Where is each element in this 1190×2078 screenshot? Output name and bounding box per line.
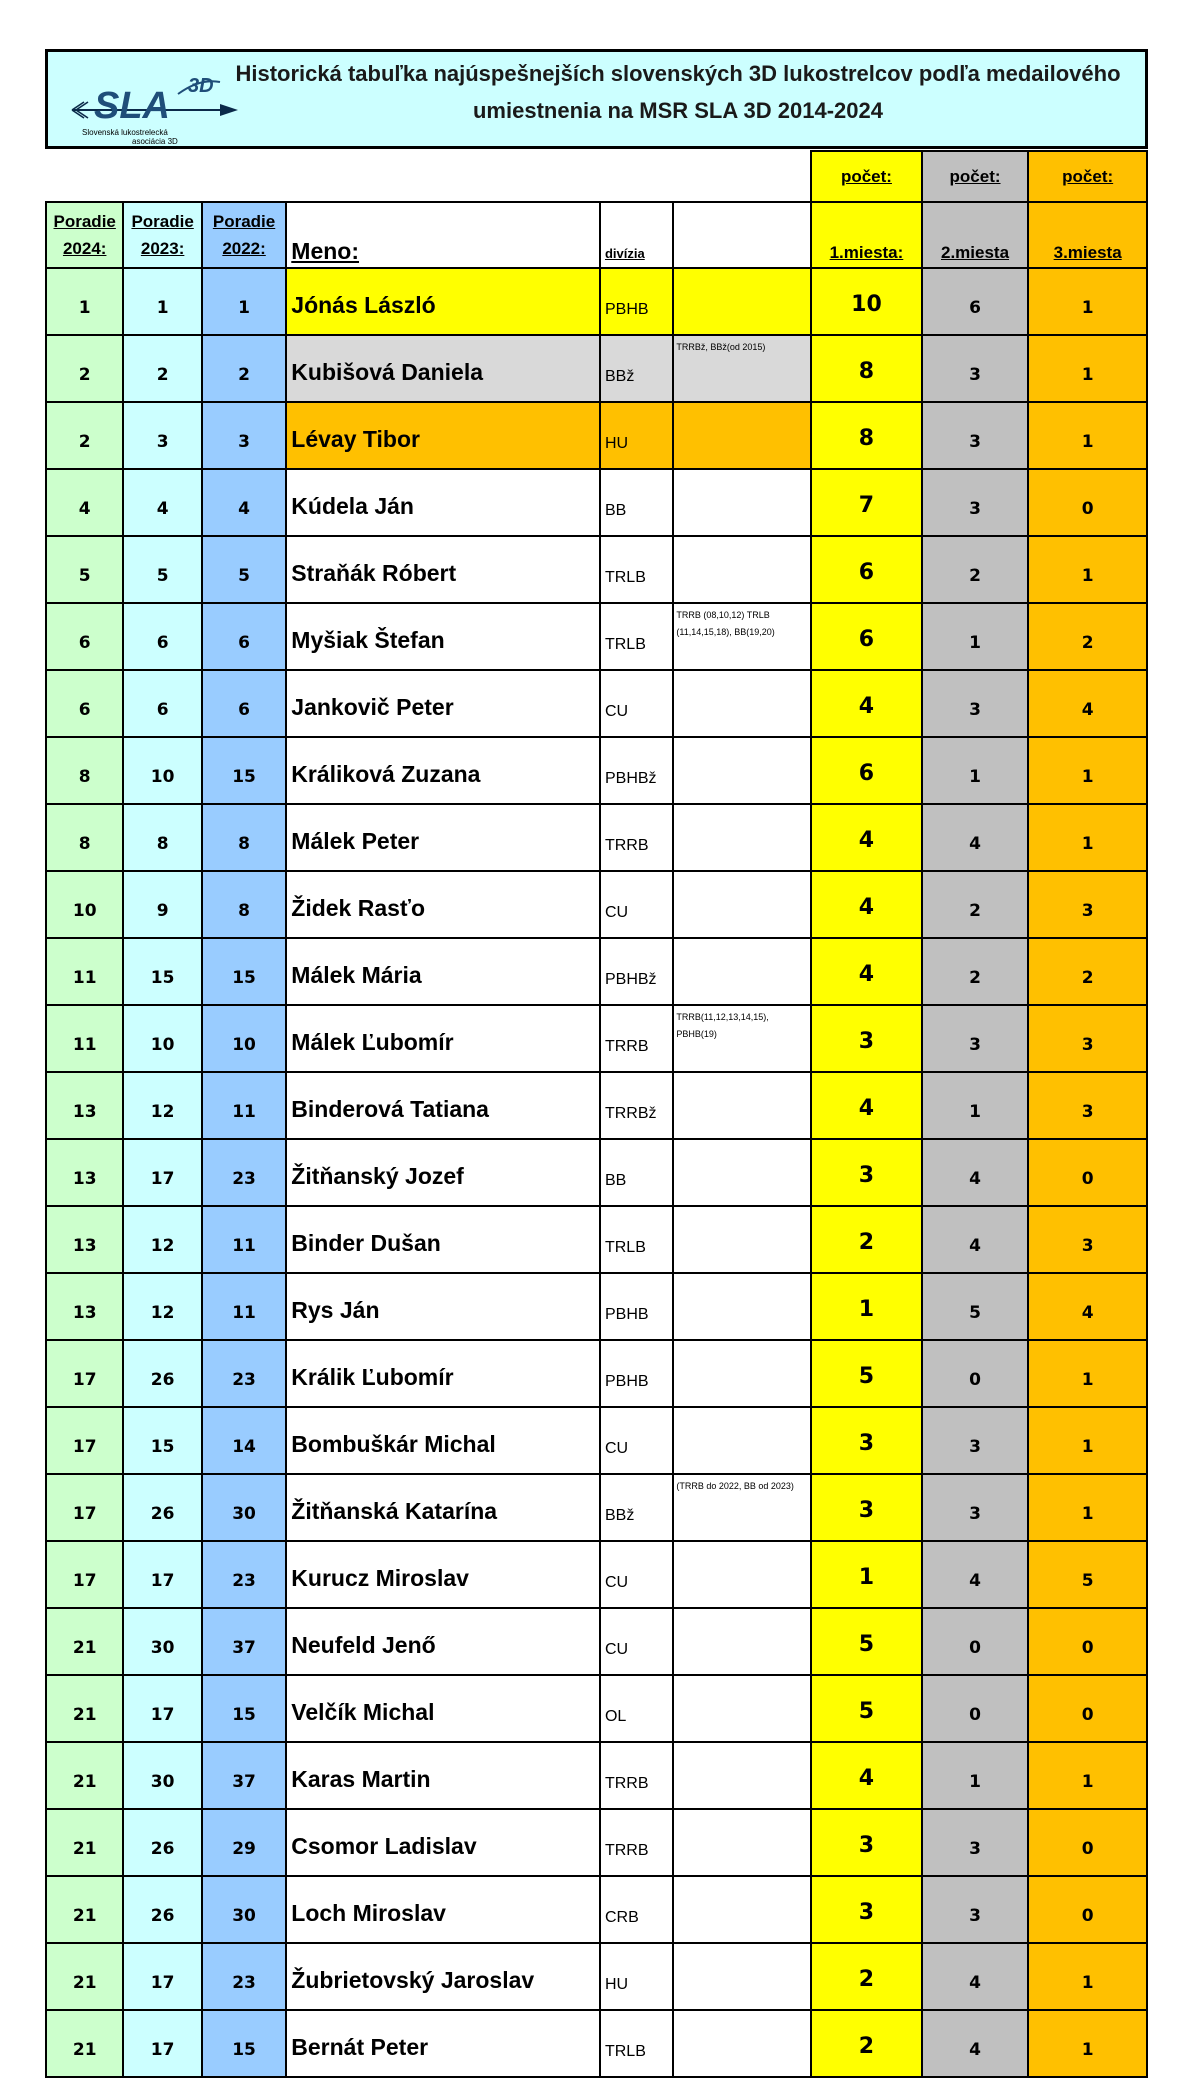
division-cell: CU <box>600 1608 673 1675</box>
first-places-cell: 10 <box>811 268 922 335</box>
header-rank-2024: Poradie 2024: <box>46 202 123 268</box>
division-cell: HU <box>600 1943 673 2010</box>
first-places-cell: 4 <box>811 871 922 938</box>
table-row <box>46 1675 1147 1742</box>
division-history-note: TRRBž, BBž(od 2015) <box>673 335 811 402</box>
division-cell: TRRB <box>600 1742 673 1809</box>
rank-2023-cell: 4 <box>123 469 201 536</box>
rank-2023-cell: 8 <box>123 804 201 871</box>
rank-2022-cell: 10 <box>202 1005 286 1072</box>
division-history-note <box>673 938 811 1005</box>
archer-name-cell: Kúdela Ján <box>286 469 600 536</box>
header-first-places: 1.miesta: <box>811 202 922 268</box>
division-cell: TRRB <box>600 1005 673 1072</box>
first-places-cell: 3 <box>811 1876 922 1943</box>
second-places-cell: 3 <box>922 402 1029 469</box>
archer-name-cell: Karas Martin <box>286 1742 600 1809</box>
second-places-cell: 3 <box>922 335 1029 402</box>
rank-2022-cell: 15 <box>202 737 286 804</box>
first-places-cell: 7 <box>811 469 922 536</box>
division-history-note <box>673 1072 811 1139</box>
first-places-cell: 6 <box>811 536 922 603</box>
division-cell: TRRB <box>600 804 673 871</box>
first-places-cell: 1 <box>811 1273 922 1340</box>
archer-name-cell: Kubišová Daniela <box>286 335 600 402</box>
division-cell: HU <box>600 402 673 469</box>
rank-2022-cell: 11 <box>202 1273 286 1340</box>
division-cell: PBHB <box>600 1273 673 1340</box>
division-history-note <box>673 1809 811 1876</box>
division-history-note <box>673 268 811 335</box>
logo-caption-line2: asociácia 3D <box>132 137 178 146</box>
header-count-first: počet: <box>811 151 922 202</box>
division-history-note <box>673 804 811 871</box>
table-row <box>46 737 1147 804</box>
header-third-places: 3.miesta <box>1028 202 1147 268</box>
division-cell: PBHBž <box>600 737 673 804</box>
first-places-cell: 3 <box>811 1139 922 1206</box>
first-places-cell: 2 <box>811 1206 922 1273</box>
table-row <box>46 1005 1147 1072</box>
rank-2023-cell: 9 <box>123 871 201 938</box>
table-row <box>46 2010 1147 2077</box>
division-cell: CU <box>600 670 673 737</box>
table-row <box>46 670 1147 737</box>
third-places-cell: 1 <box>1028 1340 1147 1407</box>
second-places-cell: 6 <box>922 268 1029 335</box>
rank-2024-cell: 17 <box>46 1541 123 1608</box>
archer-name-cell: Neufeld Jenő <box>286 1608 600 1675</box>
title-line-1: Historická tabuľka najúspešnejších slovenských 3D lukostrelcov podľa medailového <box>235 61 1121 86</box>
header-rank-2023: Poradie 2023: <box>123 202 201 268</box>
rank-2022-cell: 37 <box>202 1608 286 1675</box>
third-places-cell: 0 <box>1028 1809 1147 1876</box>
archer-name-cell: Králiková Zuzana <box>286 737 600 804</box>
third-places-cell: 3 <box>1028 1206 1147 1273</box>
table-header-banner <box>45 49 1148 149</box>
second-places-cell: 1 <box>922 737 1029 804</box>
rank-2024-cell: 8 <box>46 804 123 871</box>
division-cell: BB <box>600 1139 673 1206</box>
division-cell: PBHBž <box>600 938 673 1005</box>
second-places-cell: 4 <box>922 804 1029 871</box>
archer-name-cell: Jankovič Peter <box>286 670 600 737</box>
first-places-cell: 4 <box>811 670 922 737</box>
first-places-cell: 3 <box>811 1005 922 1072</box>
archer-name-cell: Bombuškár Michal <box>286 1407 600 1474</box>
second-places-cell: 2 <box>922 938 1029 1005</box>
rank-2022-cell: 11 <box>202 1072 286 1139</box>
second-places-cell: 3 <box>922 1005 1029 1072</box>
logo-text: SLA <box>94 85 170 127</box>
second-places-cell: 3 <box>922 670 1029 737</box>
division-cell: CRB <box>600 1876 673 1943</box>
division-cell: CU <box>600 1407 673 1474</box>
third-places-cell: 0 <box>1028 1876 1147 1943</box>
division-cell: TRRB <box>600 1809 673 1876</box>
second-places-cell: 4 <box>922 1206 1029 1273</box>
table-row <box>46 1876 1147 1943</box>
rank-2024-cell: 13 <box>46 1072 123 1139</box>
rank-2024-cell: 21 <box>46 1943 123 2010</box>
rank-2023-cell: 15 <box>123 938 201 1005</box>
table-row <box>46 536 1147 603</box>
rank-2023-cell: 17 <box>123 1943 201 2010</box>
rank-2023-cell: 3 <box>123 402 201 469</box>
rank-2023-cell: 10 <box>123 737 201 804</box>
table-row <box>46 1474 1147 1541</box>
third-places-cell: 0 <box>1028 1139 1147 1206</box>
rank-2024-cell: 6 <box>46 670 123 737</box>
second-places-cell: 4 <box>922 2010 1029 2077</box>
third-places-cell: 3 <box>1028 1005 1147 1072</box>
header-row-count <box>46 151 1147 202</box>
rank-2023-cell: 17 <box>123 1675 201 1742</box>
archer-name-cell: Straňák Róbert <box>286 536 600 603</box>
first-places-cell: 4 <box>811 804 922 871</box>
division-history-note <box>673 670 811 737</box>
division-history-note <box>673 1139 811 1206</box>
rank-2024-cell: 13 <box>46 1206 123 1273</box>
division-cell: TRRBž <box>600 1072 673 1139</box>
archer-name-cell: Kurucz Miroslav <box>286 1541 600 1608</box>
header-count-third: počet: <box>1028 151 1147 202</box>
second-places-cell: 3 <box>922 1876 1029 1943</box>
first-places-cell: 5 <box>811 1340 922 1407</box>
rank-2022-cell: 37 <box>202 1742 286 1809</box>
second-places-cell: 0 <box>922 1608 1029 1675</box>
table-row <box>46 1742 1147 1809</box>
header-rank-2022: Poradie 2022: <box>202 202 286 268</box>
second-places-cell: 2 <box>922 536 1029 603</box>
header-row-columns <box>46 202 1147 268</box>
table-row <box>46 938 1147 1005</box>
division-history-note <box>673 1876 811 1943</box>
first-places-cell: 4 <box>811 1072 922 1139</box>
archer-name-cell: Lévay Tibor <box>286 402 600 469</box>
first-places-cell: 3 <box>811 1809 922 1876</box>
rank-2024-cell: 17 <box>46 1474 123 1541</box>
archer-name-cell: Židek Rasťo <box>286 871 600 938</box>
second-places-cell: 0 <box>922 1675 1029 1742</box>
archer-name-cell: Málek Mária <box>286 938 600 1005</box>
rank-2023-cell: 6 <box>123 670 201 737</box>
table-row <box>46 1206 1147 1273</box>
division-history-note <box>673 1608 811 1675</box>
rank-2023-cell: 15 <box>123 1407 201 1474</box>
medal-standings-table <box>45 150 1148 2078</box>
header-name: Meno: <box>286 202 600 268</box>
second-places-cell: 1 <box>922 1072 1029 1139</box>
archer-name-cell: Málek Ľubomír <box>286 1005 600 1072</box>
rank-2023-cell: 6 <box>123 603 201 670</box>
title-line-2: umiestnenia na MSR SLA 3D 2014-2024 <box>472 98 883 123</box>
rank-2024-cell: 21 <box>46 1675 123 1742</box>
rank-2024-cell: 4 <box>46 469 123 536</box>
logo-caption-line1: Slovenská lukostrelecká <box>82 128 168 137</box>
third-places-cell: 1 <box>1028 1742 1147 1809</box>
archer-name-cell: Králik Ľubomír <box>286 1340 600 1407</box>
rank-2023-cell: 2 <box>123 335 201 402</box>
table-row <box>46 1407 1147 1474</box>
archer-name-cell: Žitňanská Katarína <box>286 1474 600 1541</box>
table-row <box>46 469 1147 536</box>
rank-2024-cell: 8 <box>46 737 123 804</box>
rank-2024-cell: 21 <box>46 1876 123 1943</box>
division-cell: TRLB <box>600 1206 673 1273</box>
rank-2022-cell: 14 <box>202 1407 286 1474</box>
first-places-cell: 3 <box>811 1474 922 1541</box>
rank-2023-cell: 26 <box>123 1340 201 1407</box>
rank-2022-cell: 23 <box>202 1541 286 1608</box>
rank-2023-cell: 17 <box>123 1541 201 1608</box>
second-places-cell: 0 <box>922 1340 1029 1407</box>
rank-2024-cell: 21 <box>46 1809 123 1876</box>
first-places-cell: 4 <box>811 938 922 1005</box>
third-places-cell: 1 <box>1028 402 1147 469</box>
document-title <box>208 55 1148 129</box>
rank-2022-cell: 6 <box>202 603 286 670</box>
rank-2022-cell: 15 <box>202 938 286 1005</box>
rank-2022-cell: 8 <box>202 871 286 938</box>
second-places-cell: 1 <box>922 1742 1029 1809</box>
rank-2023-cell: 12 <box>123 1273 201 1340</box>
table-row <box>46 1943 1147 2010</box>
archer-name-cell: Jónás László <box>286 268 600 335</box>
rank-2022-cell: 30 <box>202 1876 286 1943</box>
rank-2024-cell: 11 <box>46 1005 123 1072</box>
rank-2023-cell: 30 <box>123 1608 201 1675</box>
first-places-cell: 6 <box>811 603 922 670</box>
third-places-cell: 3 <box>1028 1072 1147 1139</box>
first-places-cell: 2 <box>811 2010 922 2077</box>
second-places-cell: 4 <box>922 1139 1029 1206</box>
table-row <box>46 1809 1147 1876</box>
rank-2024-cell: 5 <box>46 536 123 603</box>
second-places-cell: 4 <box>922 1943 1029 2010</box>
table-row <box>46 871 1147 938</box>
rank-2023-cell: 17 <box>123 2010 201 2077</box>
archer-name-cell: Myšiak Štefan <box>286 603 600 670</box>
rank-2022-cell: 5 <box>202 536 286 603</box>
archer-name-cell: Málek Peter <box>286 804 600 871</box>
first-places-cell: 6 <box>811 737 922 804</box>
archer-name-cell: Binder Dušan <box>286 1206 600 1273</box>
archer-name-cell: Csomor Ladislav <box>286 1809 600 1876</box>
division-cell: BB <box>600 469 673 536</box>
first-places-cell: 5 <box>811 1675 922 1742</box>
division-cell: PBHB <box>600 1340 673 1407</box>
rank-2022-cell: 2 <box>202 335 286 402</box>
division-history-note <box>673 871 811 938</box>
rank-2022-cell: 29 <box>202 1809 286 1876</box>
division-history-note <box>673 1742 811 1809</box>
logo-superscript: 3D <box>188 75 214 97</box>
second-places-cell: 3 <box>922 1809 1029 1876</box>
third-places-cell: 0 <box>1028 1675 1147 1742</box>
first-places-cell: 1 <box>811 1541 922 1608</box>
third-places-cell: 0 <box>1028 1608 1147 1675</box>
rank-2022-cell: 15 <box>202 1675 286 1742</box>
rank-2024-cell: 21 <box>46 1608 123 1675</box>
division-cell: CU <box>600 871 673 938</box>
rank-2024-cell: 21 <box>46 2010 123 2077</box>
header-note <box>673 202 811 268</box>
rank-2022-cell: 1 <box>202 268 286 335</box>
second-places-cell: 4 <box>922 1541 1029 1608</box>
archer-name-cell: Rys Ján <box>286 1273 600 1340</box>
first-places-cell: 8 <box>811 335 922 402</box>
rank-2024-cell: 11 <box>46 938 123 1005</box>
third-places-cell: 1 <box>1028 1943 1147 2010</box>
division-cell: BBž <box>600 335 673 402</box>
rank-2023-cell: 17 <box>123 1139 201 1206</box>
table-row <box>46 1072 1147 1139</box>
table-row <box>46 268 1147 335</box>
rank-2022-cell: 6 <box>202 670 286 737</box>
division-history-note: TRRB(11,12,13,14,15), PBHB(19) <box>673 1005 811 1072</box>
rank-2024-cell: 21 <box>46 1742 123 1809</box>
rank-2024-cell: 2 <box>46 335 123 402</box>
second-places-cell: 2 <box>922 871 1029 938</box>
archer-name-cell: Žitňanský Jozef <box>286 1139 600 1206</box>
rank-2023-cell: 26 <box>123 1876 201 1943</box>
rank-2023-cell: 5 <box>123 536 201 603</box>
table-row <box>46 335 1147 402</box>
first-places-cell: 5 <box>811 1608 922 1675</box>
third-places-cell: 1 <box>1028 2010 1147 2077</box>
rank-2023-cell: 1 <box>123 268 201 335</box>
header-second-places: 2.miesta <box>922 202 1029 268</box>
third-places-cell: 3 <box>1028 871 1147 938</box>
rank-2022-cell: 23 <box>202 1139 286 1206</box>
rank-2023-cell: 12 <box>123 1072 201 1139</box>
rank-2024-cell: 2 <box>46 402 123 469</box>
rank-2023-cell: 26 <box>123 1809 201 1876</box>
table-row <box>46 1139 1147 1206</box>
rank-2022-cell: 23 <box>202 1943 286 2010</box>
header-division: divízia <box>600 202 673 268</box>
table-row <box>46 1340 1147 1407</box>
first-places-cell: 2 <box>811 1943 922 2010</box>
rank-2024-cell: 13 <box>46 1139 123 1206</box>
division-cell: TRLB <box>600 536 673 603</box>
division-history-note <box>673 2010 811 2077</box>
archer-name-cell: Bernát Peter <box>286 2010 600 2077</box>
second-places-cell: 5 <box>922 1273 1029 1340</box>
division-history-note <box>673 402 811 469</box>
rank-2024-cell: 1 <box>46 268 123 335</box>
division-history-note <box>673 1407 811 1474</box>
archer-name-cell: Velčík Michal <box>286 1675 600 1742</box>
third-places-cell: 1 <box>1028 536 1147 603</box>
division-history-note: TRRB (08,10,12) TRLB (11,14,15,18), BB(19,20) <box>673 603 811 670</box>
third-places-cell: 1 <box>1028 804 1147 871</box>
rank-2022-cell: 4 <box>202 469 286 536</box>
archer-name-cell: Loch Miroslav <box>286 1876 600 1943</box>
rank-2024-cell: 13 <box>46 1273 123 1340</box>
second-places-cell: 3 <box>922 1407 1029 1474</box>
division-cell: BBž <box>600 1474 673 1541</box>
header-spacer <box>46 151 811 202</box>
division-history-note: (TRRB do 2022, BB od 2023) <box>673 1474 811 1541</box>
third-places-cell: 2 <box>1028 938 1147 1005</box>
third-places-cell: 4 <box>1028 670 1147 737</box>
division-cell: TRLB <box>600 2010 673 2077</box>
archer-name-cell: Binderová Tatiana <box>286 1072 600 1139</box>
division-cell: PBHB <box>600 268 673 335</box>
division-history-note <box>673 1273 811 1340</box>
rank-2023-cell: 30 <box>123 1742 201 1809</box>
division-cell: TRLB <box>600 603 673 670</box>
table-row <box>46 804 1147 871</box>
rank-2023-cell: 12 <box>123 1206 201 1273</box>
rank-2024-cell: 17 <box>46 1340 123 1407</box>
third-places-cell: 1 <box>1028 1474 1147 1541</box>
third-places-cell: 4 <box>1028 1273 1147 1340</box>
rank-2023-cell: 10 <box>123 1005 201 1072</box>
third-places-cell: 1 <box>1028 335 1147 402</box>
rank-2022-cell: 8 <box>202 804 286 871</box>
third-places-cell: 1 <box>1028 737 1147 804</box>
rank-2022-cell: 3 <box>202 402 286 469</box>
division-history-note <box>673 1675 811 1742</box>
third-places-cell: 5 <box>1028 1541 1147 1608</box>
rank-2022-cell: 11 <box>202 1206 286 1273</box>
division-history-note <box>673 737 811 804</box>
first-places-cell: 3 <box>811 1407 922 1474</box>
division-history-note <box>673 1943 811 2010</box>
archer-name-cell: Žubrietovský Jaroslav <box>286 1943 600 2010</box>
rank-2022-cell: 23 <box>202 1340 286 1407</box>
table-row <box>46 1608 1147 1675</box>
division-history-note <box>673 536 811 603</box>
division-cell: OL <box>600 1675 673 1742</box>
table-row <box>46 1541 1147 1608</box>
rank-2024-cell: 10 <box>46 871 123 938</box>
division-history-note <box>673 469 811 536</box>
third-places-cell: 1 <box>1028 1407 1147 1474</box>
division-cell: CU <box>600 1541 673 1608</box>
table-row <box>46 1273 1147 1340</box>
division-history-note <box>673 1340 811 1407</box>
table-row <box>46 402 1147 469</box>
third-places-cell: 0 <box>1028 469 1147 536</box>
second-places-cell: 3 <box>922 469 1029 536</box>
third-places-cell: 2 <box>1028 603 1147 670</box>
rank-2022-cell: 30 <box>202 1474 286 1541</box>
rank-2024-cell: 6 <box>46 603 123 670</box>
table-row <box>46 603 1147 670</box>
first-places-cell: 4 <box>811 1742 922 1809</box>
second-places-cell: 3 <box>922 1474 1029 1541</box>
rank-2022-cell: 15 <box>202 2010 286 2077</box>
division-history-note <box>673 1206 811 1273</box>
rank-2023-cell: 26 <box>123 1474 201 1541</box>
rank-2024-cell: 17 <box>46 1407 123 1474</box>
second-places-cell: 1 <box>922 603 1029 670</box>
first-places-cell: 8 <box>811 402 922 469</box>
header-count-second: počet: <box>922 151 1029 202</box>
third-places-cell: 1 <box>1028 268 1147 335</box>
division-history-note <box>673 1541 811 1608</box>
